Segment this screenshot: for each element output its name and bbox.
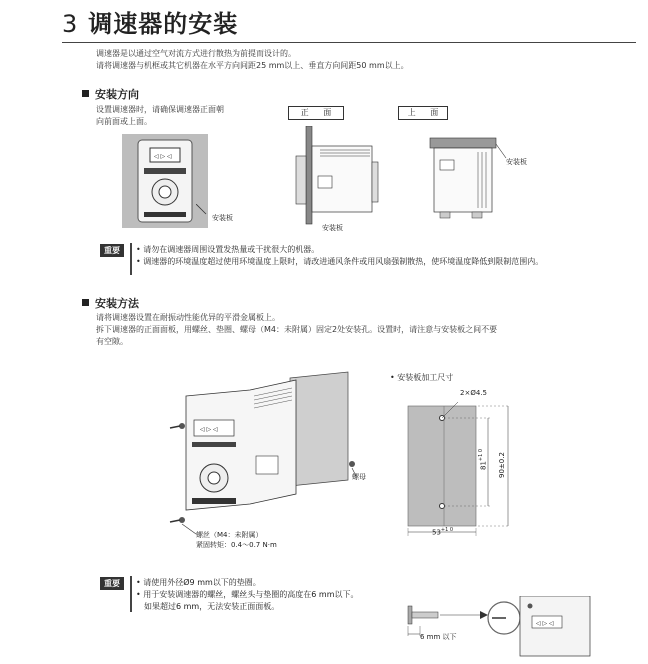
direction-desc (96, 104, 224, 128)
important-2-item-2: • 用于安装调速器的螺丝，螺丝头与垫圈的高度在6 mm以下。 (136, 590, 359, 599)
dim-53: $53^{+1 0}$ (432, 527, 454, 537)
square-bullet-icon (82, 299, 89, 306)
hole-dimension: 2×Ø4.5 (460, 389, 487, 397)
controller-top-illustration (400, 130, 510, 222)
title-text: 调速器的安装 (88, 10, 239, 38)
controller-side-illustration (290, 126, 386, 230)
svg-text:◁ ▷ ◁: ◁ ▷ ◁ (200, 426, 218, 433)
dim-81: $81^{+1 0}$ (478, 448, 488, 470)
method-desc (96, 312, 626, 348)
installation-exploded-illustration (166, 370, 366, 540)
plate-label-front: 安装板 (212, 214, 233, 222)
intro-text (96, 48, 409, 72)
important-bar-1 (130, 243, 132, 275)
method-desc-line-3: 有空隙。 (96, 337, 128, 346)
page-title (62, 4, 238, 39)
plate-label-side: 安装板 (322, 224, 343, 232)
important-badge-2: 重要 (100, 577, 124, 590)
important-2-item-1: • 请使用外径Ø9 mm以下的垫圈。 (136, 578, 261, 587)
svg-text:◁ ▷ ◁: ◁ ▷ ◁ (154, 153, 172, 160)
svg-text:◁ ▷ ◁: ◁ ▷ ◁ (536, 620, 554, 627)
screw-label: 螺丝（M4：未附属） (196, 531, 263, 539)
front-view-label: 正 面 (288, 106, 344, 120)
leader-line-icon (196, 204, 212, 218)
section-direction-heading (82, 86, 139, 102)
dim-90: 90±0.2 (498, 452, 506, 478)
important-list-1 (136, 244, 606, 268)
section-method-heading (82, 295, 139, 311)
method-desc-line-1: 请将调速器设置在耐振动性能优异的平滑金属板上。 (96, 313, 280, 322)
intro-line-2: 请将调速器与机框或其它机器在水平方向间距25 mm以上、垂直方向间距50 mm以上。 (96, 61, 409, 70)
screw-height-illustration (402, 596, 592, 658)
title-rule (62, 42, 636, 43)
square-bullet-icon (82, 90, 89, 97)
direction-desc-line-2: 向前面或上面。 (96, 117, 152, 126)
heading-text: 安装方向 (95, 88, 139, 101)
plate-label-top: 安装板 (506, 158, 527, 166)
important-list-2 (136, 577, 406, 613)
intro-line-1: 调速器是以通过空气对流方式进行散热为前提而设计的。 (96, 49, 296, 58)
important-bar-2 (130, 576, 132, 612)
torque-label: 紧固转矩：0.4～0.7 N·m (196, 541, 277, 549)
method-desc-line-2: 拆下调速器的正面面板，用螺丝、垫圈、螺母（M4：未附属）固定2处安装孔。设置时，请注意与安装板之间不要 (96, 325, 498, 334)
panel-cut-title: • 安装板加工尺寸 (390, 373, 454, 382)
important-2-item-3: 如果超过6 mm，无法安装正面面板。 (144, 602, 280, 611)
heading-text: 安装方法 (95, 297, 139, 310)
important-1-item-2: • 调速器的环境温度超过使用环境温度上限时，请改进通风条件或用风扇强制散热，使环境温度降低到限制范围内。 (136, 257, 544, 266)
top-view-label: 上 面 (398, 106, 448, 120)
important-badge-1: 重要 (100, 244, 124, 257)
screw-info (196, 530, 277, 550)
section-number: 3 (62, 10, 79, 38)
nut-label: 螺母 (352, 473, 366, 481)
direction-desc-line-1: 设置调速器时，请确保调速器正面朝 (96, 105, 224, 114)
screw-height-dim-label: 6 mm 以下 (420, 633, 457, 641)
important-1-item-1: • 请勿在调速器周围设置发热量或干扰很大的机器。 (136, 245, 320, 254)
